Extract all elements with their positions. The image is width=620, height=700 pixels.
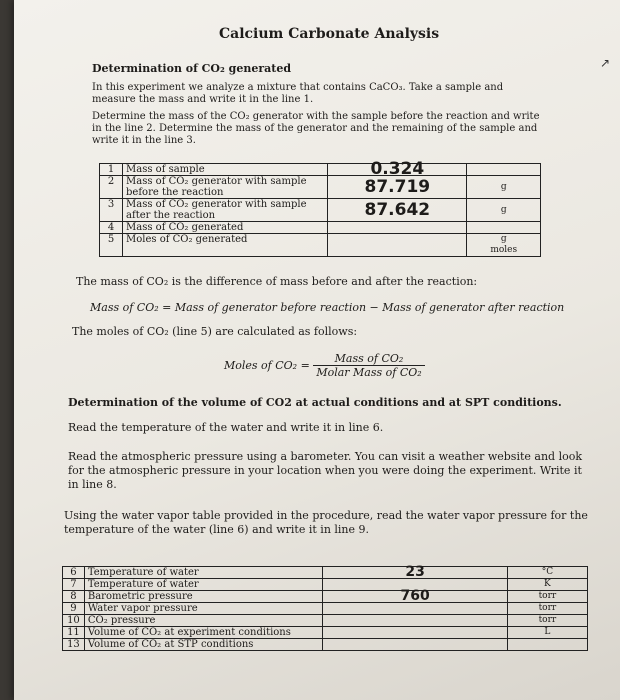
moles-text: The moles of CO₂ (line 5) are calculated as follows: <box>72 325 358 338</box>
row-value[interactable] <box>323 603 507 615</box>
row-unit <box>467 222 541 234</box>
table-row <box>100 222 541 234</box>
row-label: Mass of CO₂ generated <box>123 222 328 234</box>
row-value[interactable] <box>328 222 467 234</box>
row-value[interactable] <box>323 627 507 639</box>
table-row <box>100 199 541 222</box>
row-unit: torr <box>507 603 587 615</box>
row-number: 8 <box>63 591 85 603</box>
section1-heading: Determination of CO₂ generated <box>92 62 292 75</box>
row-value[interactable]: 760 <box>323 591 507 603</box>
row-value[interactable] <box>328 234 467 257</box>
row-value[interactable]: 0.324 <box>328 164 467 176</box>
row-value[interactable]: 87.719 <box>328 176 467 199</box>
row-label: Volume of CO₂ at experiment conditions <box>84 627 323 639</box>
row-value[interactable]: 23 <box>323 567 507 579</box>
row-number: 3 <box>100 199 123 222</box>
row-value[interactable] <box>323 615 507 627</box>
table-row <box>63 603 588 615</box>
row-label: Water vapor pressure <box>84 603 323 615</box>
row-label: Volume of CO₂ at STP conditions <box>84 639 323 651</box>
section1-instructions: Determine the mass of the CO₂ generator with the sample before the reaction and write in the line 2. Determine the mass of the generator and the remaining of the sample and write it in the line 3. <box>92 111 540 146</box>
row-number: 4 <box>100 222 123 234</box>
vapor-pressure-text: Using the water vapor table provided in the procedure, read the water vapor pressure for the temperature of the water (line 6) and write it in line 9. <box>64 509 588 536</box>
table-row <box>100 234 541 257</box>
volume-table <box>62 566 588 651</box>
table-row <box>63 567 588 579</box>
table-row <box>63 627 588 639</box>
table-row <box>100 176 541 199</box>
row-unit: torr <box>507 615 587 627</box>
row-unit <box>467 234 541 257</box>
row-label: CO₂ pressure <box>84 615 323 627</box>
table-row <box>63 591 588 603</box>
row-label: Mass of CO₂ generator with sample after the reaction <box>123 199 328 222</box>
table-row <box>63 579 588 591</box>
row-label: Moles of CO₂ generated <box>123 234 328 257</box>
page-title: Calcium Carbonate Analysis <box>219 26 440 42</box>
row-number: 1 <box>100 164 123 176</box>
moles-fraction <box>313 352 424 379</box>
unit-g: g <box>500 234 507 244</box>
mass-table <box>99 159 541 257</box>
row-unit: g <box>467 199 541 222</box>
row-unit: g <box>467 176 541 199</box>
row-number: 2 <box>100 176 123 199</box>
row-unit: °C <box>507 567 587 579</box>
row-label: Mass of sample <box>123 164 328 176</box>
row-number: 13 <box>63 639 85 651</box>
row-label: Mass of CO₂ generator with sample before the reaction <box>123 176 328 199</box>
section3-heading: Determination of the volume of CO2 at actual conditions and at SPT conditions. <box>68 396 562 409</box>
row-number: 11 <box>63 627 85 639</box>
table-row <box>63 639 588 651</box>
row-unit: torr <box>507 591 587 603</box>
row-label: Temperature of water <box>84 567 323 579</box>
pen-mark-icon: ↗ <box>600 56 611 70</box>
row-unit <box>507 639 587 651</box>
row-number: 9 <box>63 603 85 615</box>
row-label: Barometric pressure <box>84 591 323 603</box>
table-row <box>63 615 588 627</box>
mass-formula: Mass of CO₂ = Mass of generator before reaction − Mass of generator after reaction <box>90 301 565 314</box>
row-unit: K <box>507 579 587 591</box>
row-value[interactable]: 87.642 <box>328 199 467 222</box>
temperature-text: Read the temperature of the water and write it in line 6. <box>68 421 384 434</box>
moles-denominator: Molar Mass of CO₂ <box>316 366 422 379</box>
row-unit: L <box>507 627 587 639</box>
pressure-text: Read the atmospheric pressure using a barometer. You can visit a weather website and look for the atmospheric pressure in your location when you were doing the experiment. Write it in line 8. <box>68 450 583 491</box>
moles-formula <box>224 352 425 379</box>
moles-lhs: Moles of CO₂ = <box>224 359 310 372</box>
row-label: Temperature of water <box>84 579 323 591</box>
table-row <box>100 164 541 176</box>
row-number: 6 <box>63 567 85 579</box>
row-value[interactable] <box>323 639 507 651</box>
mass-difference-text: The mass of CO₂ is the difference of mass before and after the reaction: <box>76 275 478 288</box>
row-number: 7 <box>63 579 85 591</box>
unit-moles: moles <box>490 245 518 255</box>
row-number: 5 <box>100 234 123 257</box>
row-unit <box>467 164 541 176</box>
section1-intro: In this experiment we analyze a mixture that contains CaCO₃. Take a sample and measure the mass and write it in the line 1. <box>92 82 504 105</box>
document-page <box>14 0 620 700</box>
row-number: 10 <box>63 615 85 627</box>
moles-numerator: Mass of CO₂ <box>313 352 424 366</box>
